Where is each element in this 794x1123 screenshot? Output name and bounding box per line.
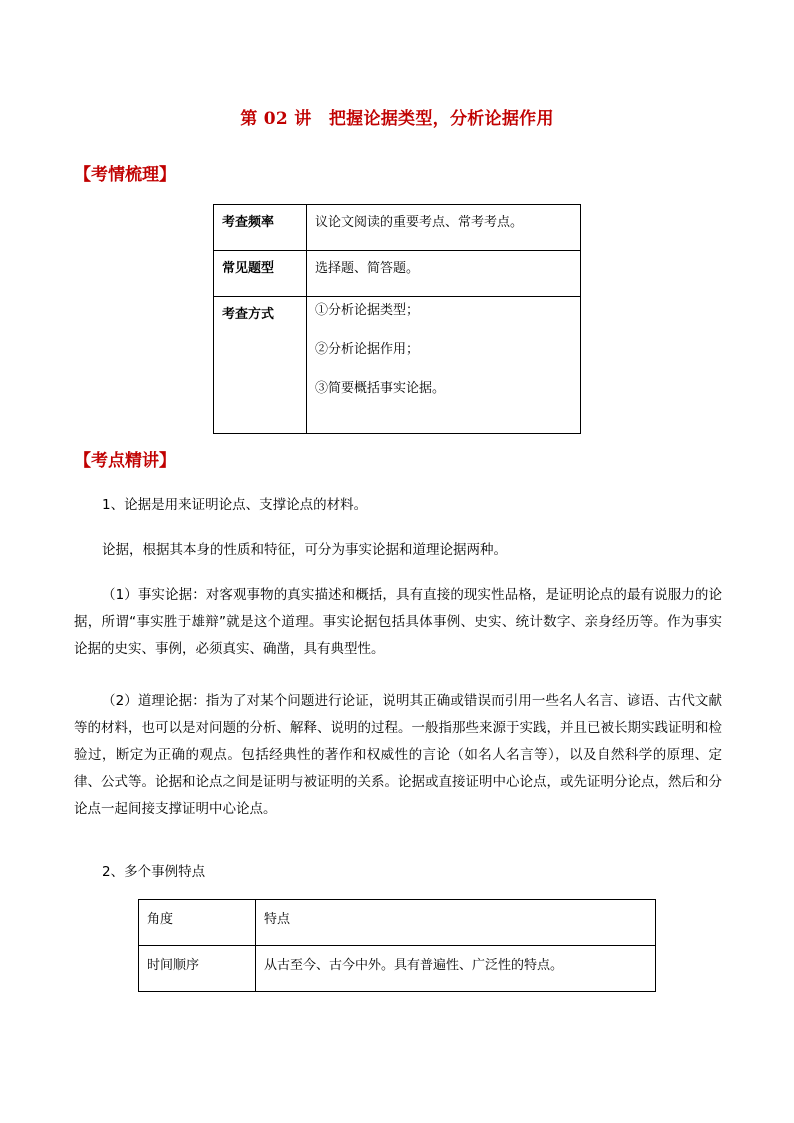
table-header-cell: 特点 xyxy=(256,900,656,946)
table-key: 考查频率 xyxy=(214,205,307,251)
examples-table xyxy=(138,899,656,992)
paragraph-fact-evidence: （1）事实论据：对客观事物的真实描述和概括，具有直接的现实性品格，是证明论点的最有说服力的论据，所谓“事实胜于雄辩”就是这个道理。事实论据包括具体事例、史实、统计数字、亲身经历等。作为事实论据的史实、事例，必须真实、确凿，具有典型性。 xyxy=(74,587,722,657)
table-row xyxy=(139,946,656,992)
table-header-cell: 角度 xyxy=(139,900,256,946)
table-row xyxy=(214,205,581,251)
paragraph-2-heading: 2、多个事例特点 xyxy=(102,864,206,880)
paragraph-1: 1、论据是用来证明论点、支撑论点的材料。 xyxy=(102,497,368,513)
section-heading-kaodian: 【考点精讲】 xyxy=(74,451,176,471)
page-title: 第 02 讲 把握论据类型，分析论据作用 xyxy=(240,109,554,129)
paragraph-reason-evidence: （2）道理论据：指为了对某个问题进行论证，说明其正确或错误而引用一些名人名言、谚语、古代文献等的材料，也可以是对问题的分析、解释、说明的过程。一般指那些来源于实践，并且已被长期实践证明和检验过，断定为正确的观点。包括经典性的著作和权威性的言论（如名人名言等），以及自然科学的原理、定律、公式等。论据和论点之间是证明与被证明的关系。论据或直接证明中心论点，或先证明分论点，然后和分论点一起间接支撑证明中心论点。 xyxy=(74,693,722,817)
table-row xyxy=(214,251,581,297)
table-cell: 从古至今、古今中外。具有普遍性、广泛性的特点。 xyxy=(256,946,656,992)
table-key: 考查方式 xyxy=(214,297,307,434)
method-item: ①分析论据类型； xyxy=(315,303,420,318)
exam-info-table xyxy=(213,204,581,434)
table-value: 议论文阅读的重要考点、常考考点。 xyxy=(307,205,581,251)
table-row xyxy=(214,297,581,434)
method-item: ②分析论据作用； xyxy=(315,341,420,357)
table-key: 常见题型 xyxy=(214,251,307,297)
method-item: ③简要概括事实论据。 xyxy=(315,380,446,396)
section-heading-kaoqing: 【考情梳理】 xyxy=(74,165,176,185)
paragraph-2: 论据，根据其本身的性质和特征，可分为事实论据和道理论据两种。 xyxy=(102,542,507,558)
table-header-row xyxy=(139,900,656,946)
table-value xyxy=(307,297,581,434)
table-value: 选择题、简答题。 xyxy=(307,251,581,297)
table-cell: 时间顺序 xyxy=(139,946,256,992)
